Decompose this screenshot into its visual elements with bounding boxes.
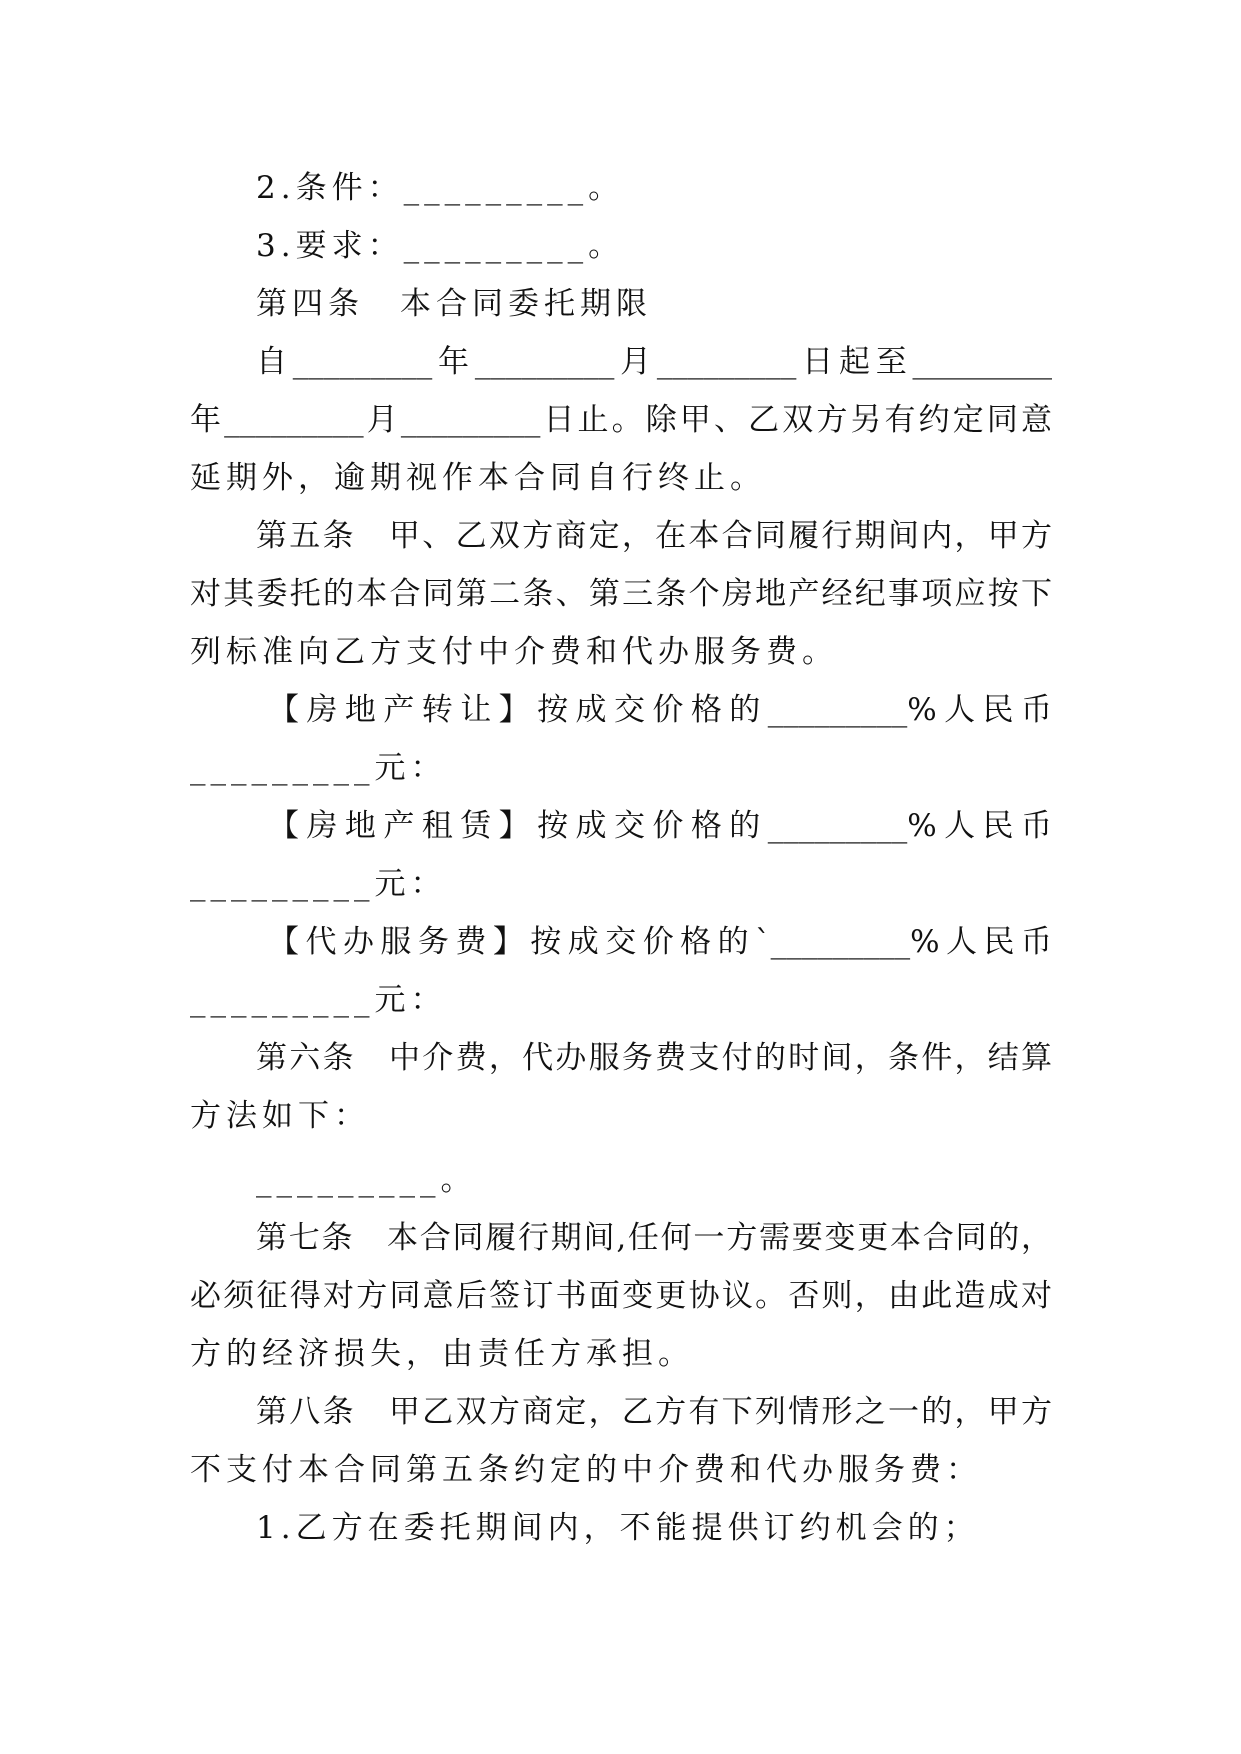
clause-5-line-1: 第五条 甲、乙双方商定，在本合同履行期间内，甲方 <box>256 518 1052 554</box>
clause-6-blank: _________。 <box>256 1162 477 1198</box>
fee-transfer-line-2: _________元： <box>190 750 447 786</box>
clause-8-line-1: 第八条 甲乙双方商定，乙方有下列情形之一的，甲方 <box>256 1394 1052 1430</box>
clause-3-item-2: 2.条件：_________。 <box>256 170 625 206</box>
fee-lease-line-2: _________元： <box>190 866 447 902</box>
clause-6-line-1: 第六条 中介费，代办服务费支付的时间，条件，结算 <box>256 1040 1052 1076</box>
fee-transfer-line-1: 【房地产转让】按成交价格的_________%人民币 <box>268 692 1052 728</box>
clause-4-heading: 第四条 本合同委托期限 <box>256 286 652 322</box>
fee-service-line-2: _________元： <box>190 982 447 1018</box>
clause-5-line-2: 对其委托的本合同第二条、第三条个房地产经纪事项应按下 <box>190 576 1052 612</box>
clause-3-item-3: 3.要求：_________。 <box>256 228 625 264</box>
clause-4-line-1: 自_________年_________月_________日起至_________ <box>256 344 1052 380</box>
clause-4-line-3: 延期外，逾期视作本合同自行终止。 <box>190 460 766 496</box>
fee-service-line-1: 【代办服务费】按成交价格的`_________%人民币 <box>268 924 1052 960</box>
clause-7-line-3: 方的经济损失，由责任方承担。 <box>190 1336 694 1372</box>
clause-4-line-2: 年_________月_________日止。除甲、乙双方另有约定同意 <box>190 402 1052 438</box>
clause-8-item-1: 1.乙方在委托期间内，不能提供订约机会的； <box>256 1510 980 1546</box>
clause-6-line-2: 方法如下： <box>190 1098 370 1134</box>
clause-5-line-3: 列标准向乙方支付中介费和代办服务费。 <box>190 634 838 670</box>
clause-7-line-1: 第七条 本合同履行期间,任何一方需要变更本合同的， <box>256 1220 1052 1256</box>
clause-8-line-2: 不支付本合同第五条约定的中介费和代办服务费： <box>190 1452 982 1488</box>
fee-lease-line-1: 【房地产租赁】按成交价格的_________%人民币 <box>268 808 1052 844</box>
clause-7-line-2: 必须征得对方同意后签订书面变更协议。否则，由此造成对 <box>190 1278 1052 1314</box>
